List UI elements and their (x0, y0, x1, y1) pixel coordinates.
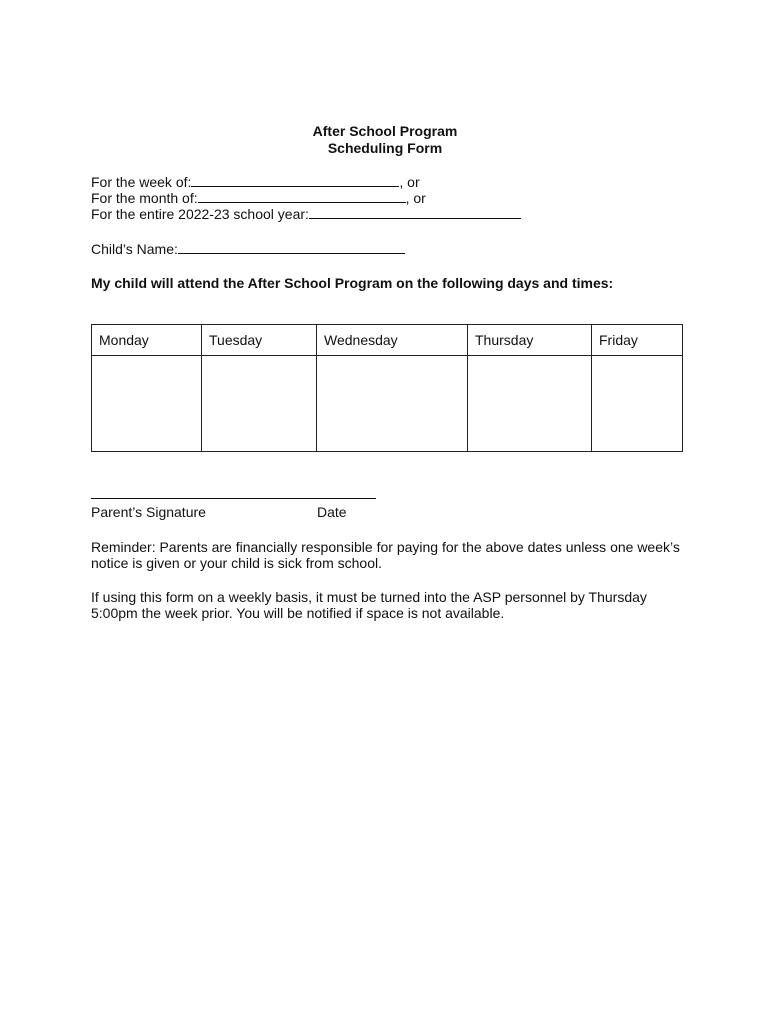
day-header-tuesday: Tuesday (202, 325, 317, 356)
monday-time-cell[interactable] (92, 356, 202, 452)
week-label: For the week of: (91, 174, 192, 190)
parent-signature-label: Parent’s Signature (91, 504, 206, 520)
month-blank[interactable] (198, 190, 406, 203)
form-title: After School Program (312, 123, 458, 139)
days-header-row (92, 325, 683, 356)
signature-line[interactable] (91, 498, 376, 499)
reminder-note: Reminder: Parents are financially responsible for paying for the above dates unless one week’s notice is given or your child is sick from school. (91, 539, 680, 571)
thursday-time-cell[interactable] (468, 356, 592, 452)
week-blank[interactable] (191, 174, 399, 187)
week-suffix: , or (399, 174, 420, 190)
week-row (91, 174, 420, 190)
form-subtitle: Scheduling Form (327, 140, 443, 156)
day-header-wednesday: Wednesday (317, 325, 468, 356)
date-label: Date (317, 504, 347, 520)
day-header-monday: Monday (92, 325, 202, 356)
year-label: For the entire 2022-23 school year: (91, 206, 309, 222)
child-name-label: Child’s Name: (91, 241, 178, 257)
month-suffix: , or (405, 190, 426, 206)
attendance-instruction: My child will attend the After School Program on the following days and times: (91, 275, 614, 291)
month-row (91, 190, 426, 206)
year-row (91, 206, 521, 222)
days-entry-row (92, 356, 683, 452)
weekly-note: If using this form on a weekly basis, it must be turned into the ASP personnel by Thursday 5:00pm the week prior. You will be notified if space is not available. (91, 589, 647, 621)
days-table (91, 324, 683, 452)
wednesday-time-cell[interactable] (317, 356, 468, 452)
tuesday-time-cell[interactable] (202, 356, 317, 452)
day-header-thursday: Thursday (468, 325, 592, 356)
year-blank[interactable] (309, 206, 521, 219)
child-name-row (91, 241, 405, 257)
child-name-blank[interactable] (178, 241, 405, 254)
day-header-friday: Friday (592, 325, 683, 356)
month-label: For the month of: (91, 190, 198, 206)
friday-time-cell[interactable] (592, 356, 683, 452)
